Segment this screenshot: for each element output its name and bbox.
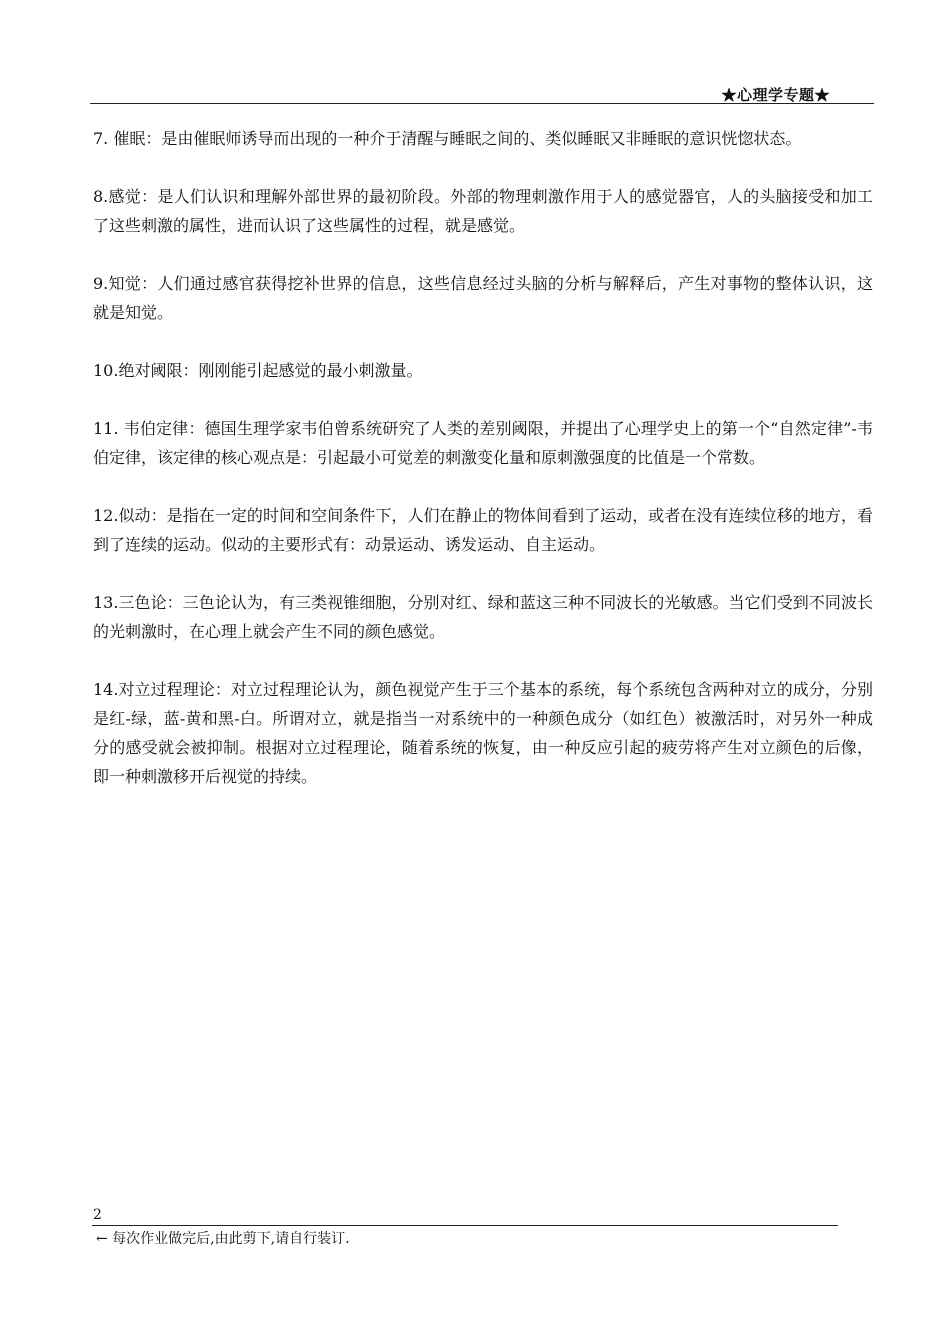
- term-entry-trichromatic-theory: 13.三色论：三色论认为，有三类视锥细胞，分别对红、绿和蓝这三种不同波长的光敏感。当它们受到不同波长的光刺激时，在心理上就会产生不同的颜色感觉。: [93, 593, 873, 641]
- term-entry-weber-law: 11. 韦伯定律：德国生理学家韦伯曾系统研究了人类的差别阈限，并提出了心理学史上的第一个“自然定律”-韦伯定律，该定律的核心观点是：引起最小可觉差的刺激变化量和原刺激强度的比值是一个常数。: [93, 419, 873, 467]
- page-number: 2: [93, 1207, 102, 1223]
- document-body: [93, 124, 873, 820]
- cut-here-note: ← 每次作业做完后,由此剪下,请自行装订.: [96, 1231, 350, 1247]
- term-entry-hypnosis: 7. 催眠：是由催眠师诱导而出现的一种介于清醒与睡眠之间的、类似睡眠又非睡眠的意识恍惚状态。: [93, 129, 802, 148]
- term-entry-perception: 9.知觉：人们通过感官获得挖补世界的信息，这些信息经过头脑的分析与解释后，产生对事物的整体认识，这就是知觉。: [93, 274, 873, 322]
- header-rule: [90, 103, 874, 104]
- footer-cut-line: [92, 1225, 838, 1226]
- header-title: ★心理学专题★: [721, 86, 830, 104]
- term-entry-opponent-process-theory: 14.对立过程理论：对立过程理论认为，颜色视觉产生于三个基本的系统，每个系统包含两种对立的成分，分别是红-绿，蓝-黄和黑-白。所谓对立，就是指当一对系统中的一种颜色成分（如红色）被激活时，对另外一种成分的感受就会被抑制。根据对立过程理论，随着系统的恢复，由一种反应引起的疲劳将产生对立颜色的后像，即一种刺激移开后视觉的持续。: [93, 680, 873, 786]
- term-entry-sensation: 8.感觉：是人们认识和理解外部世界的最初阶段。外部的物理刺激作用于人的感觉器官，人的头脑接受和加工了这些刺激的属性，进而认识了这些属性的过程，就是感觉。: [93, 187, 873, 235]
- term-entry-absolute-threshold: 10.绝对阈限：刚刚能引起感觉的最小刺激量。: [93, 361, 423, 380]
- page-header: [90, 84, 874, 102]
- term-entry-apparent-motion: 12.似动：是指在一定的时间和空间条件下，人们在静止的物体间看到了运动，或者在没有连续位移的地方，看到了连续的运动。似动的主要形式有：动景运动、诱发运动、自主运动。: [93, 506, 873, 554]
